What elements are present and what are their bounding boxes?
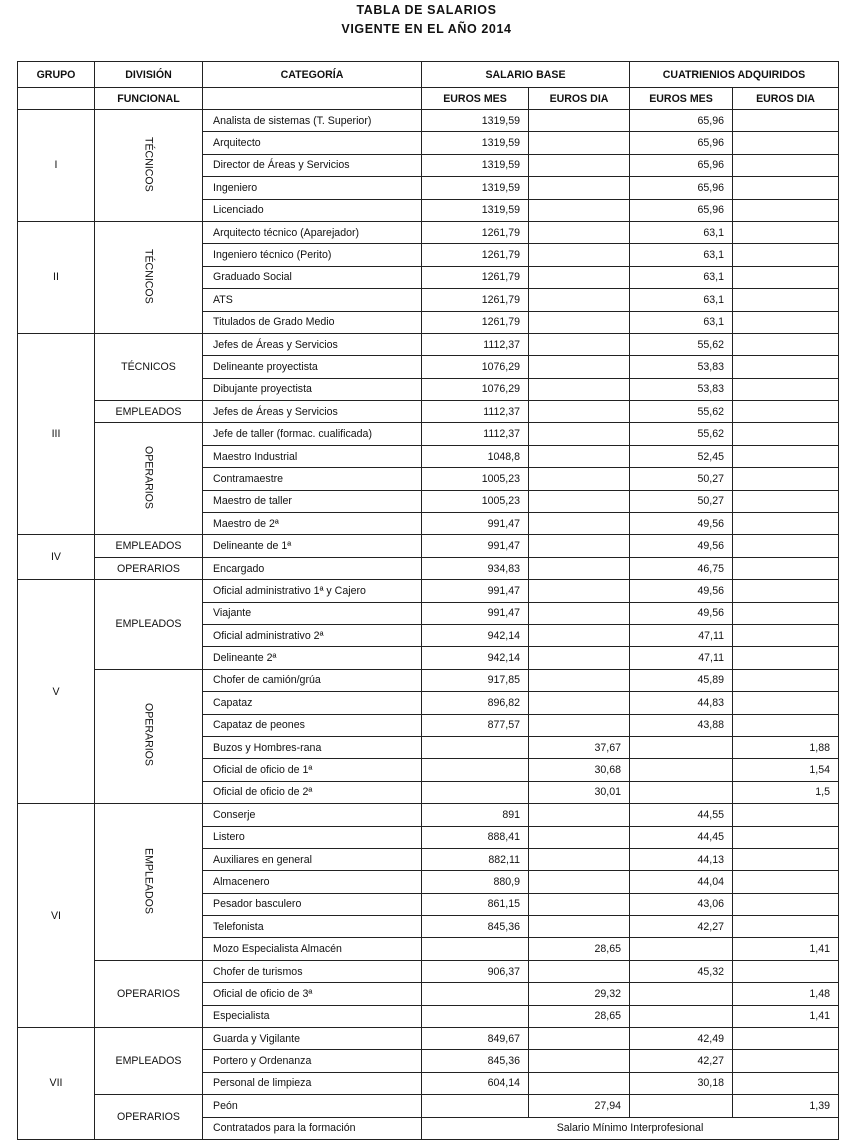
salario-base-dia-cell	[529, 893, 630, 915]
title-line-2: VIGENTE EN EL AÑO 2014	[341, 22, 512, 36]
cuatrienios-mes-cell: 63,1	[630, 221, 733, 243]
division-cell	[95, 804, 203, 961]
cuatrienios-mes-cell: 53,83	[630, 356, 733, 378]
cuatrienios-dia-cell	[733, 244, 839, 266]
salario-base-dia-cell	[529, 916, 630, 938]
header-cu-euros-dia: EUROS DIA	[733, 88, 839, 110]
table-row	[18, 580, 839, 602]
header-grupo: GRUPO	[18, 62, 95, 88]
category-cell: Oficial administrativo 1ª y Cajero	[203, 580, 422, 602]
category-cell: Capataz de peones	[203, 714, 422, 736]
salario-base-mes-cell: 880,9	[422, 871, 529, 893]
category-cell: Maestro de 2ª	[203, 513, 422, 535]
division-cell	[95, 1028, 203, 1095]
category-cell: Ingeniero técnico (Perito)	[203, 244, 422, 266]
division-cell	[95, 423, 203, 535]
salario-base-dia-cell	[529, 624, 630, 646]
division-label: EMPLEADOS	[115, 540, 182, 553]
salario-base-mes-cell: 1005,23	[422, 468, 529, 490]
table-row	[18, 535, 839, 557]
salario-base-mes-cell: 891	[422, 804, 529, 826]
salario-base-mes-cell	[422, 759, 529, 781]
cuatrienios-mes-cell: 30,18	[630, 1072, 733, 1094]
category-cell: Encargado	[203, 557, 422, 579]
division-label: OPERARIOS	[142, 445, 155, 509]
group-cell: VI	[18, 804, 95, 1028]
cuatrienios-dia-cell	[733, 266, 839, 288]
salario-base-dia-cell	[529, 1050, 630, 1072]
category-cell: Delineante proyectista	[203, 356, 422, 378]
salario-base-mes-cell: 1076,29	[422, 356, 529, 378]
salario-base-dia-cell	[529, 580, 630, 602]
salario-base-dia-cell	[529, 244, 630, 266]
cuatrienios-dia-cell	[733, 916, 839, 938]
cuatrienios-dia-cell	[733, 445, 839, 467]
header-cuatrienios: CUATRIENIOS ADQUIRIDOS	[630, 62, 839, 88]
salario-base-dia-cell: 29,32	[529, 983, 630, 1005]
category-cell: Guarda y Vigilante	[203, 1028, 422, 1050]
division-label: EMPLEADOS	[142, 847, 155, 914]
salary-table	[17, 61, 839, 1140]
division-cell	[95, 221, 203, 333]
cuatrienios-dia-cell	[733, 893, 839, 915]
salario-base-dia-cell	[529, 1072, 630, 1094]
cuatrienios-mes-cell	[630, 759, 733, 781]
cuatrienios-dia-cell	[733, 132, 839, 154]
cuatrienios-dia-cell: 1,41	[733, 938, 839, 960]
category-cell: Personal de limpieza	[203, 1072, 422, 1094]
salario-base-mes-cell: 1319,59	[422, 154, 529, 176]
division-cell	[95, 110, 203, 222]
cuatrienios-mes-cell	[630, 1005, 733, 1027]
header-grupo-blank	[18, 88, 95, 110]
division-label: OPERARIOS	[142, 703, 155, 767]
cuatrienios-mes-cell	[630, 736, 733, 758]
minimum-wage-note: Salario Mínimo Interprofesional	[422, 1117, 839, 1139]
group-cell: I	[18, 110, 95, 222]
category-cell: Delineante 2ª	[203, 647, 422, 669]
group-cell: VII	[18, 1028, 95, 1140]
cuatrienios-mes-cell: 53,83	[630, 378, 733, 400]
header-cu-euros-mes: EUROS MES	[630, 88, 733, 110]
salario-base-dia-cell	[529, 311, 630, 333]
category-cell: Arquitecto	[203, 132, 422, 154]
salario-base-mes-cell: 604,14	[422, 1072, 529, 1094]
cuatrienios-mes-cell: 63,1	[630, 311, 733, 333]
cuatrienios-dia-cell	[733, 177, 839, 199]
salario-base-mes-cell: 1319,59	[422, 199, 529, 221]
group-cell: IV	[18, 535, 95, 580]
table-row	[18, 110, 839, 132]
category-cell: Titulados de Grado Medio	[203, 311, 422, 333]
salario-base-dia-cell: 37,67	[529, 736, 630, 758]
salario-base-dia-cell	[529, 714, 630, 736]
cuatrienios-dia-cell	[733, 624, 839, 646]
table-row	[18, 333, 839, 355]
salario-base-mes-cell	[422, 983, 529, 1005]
salario-base-mes-cell: 888,41	[422, 826, 529, 848]
title-line-1: TABLA DE SALARIOS	[356, 3, 497, 17]
header-division: DIVISIÓN	[95, 62, 203, 88]
salario-base-dia-cell	[529, 132, 630, 154]
cuatrienios-mes-cell: 42,27	[630, 916, 733, 938]
salario-base-dia-cell	[529, 177, 630, 199]
header-categoria-blank	[203, 88, 422, 110]
cuatrienios-mes-cell: 43,88	[630, 714, 733, 736]
cuatrienios-mes-cell: 65,96	[630, 199, 733, 221]
table-row	[18, 423, 839, 445]
salario-base-dia-cell	[529, 356, 630, 378]
cuatrienios-mes-cell: 55,62	[630, 423, 733, 445]
category-cell: Almacenero	[203, 871, 422, 893]
division-cell	[95, 401, 203, 423]
salario-base-mes-cell: 917,85	[422, 669, 529, 691]
salario-base-mes-cell: 1005,23	[422, 490, 529, 512]
group-cell: III	[18, 333, 95, 535]
category-cell: Oficial de oficio de 1ª	[203, 759, 422, 781]
salario-base-mes-cell: 1261,79	[422, 244, 529, 266]
salario-base-dia-cell	[529, 468, 630, 490]
salario-base-mes-cell: 906,37	[422, 960, 529, 982]
salario-base-dia-cell	[529, 669, 630, 691]
category-cell: Oficial administrativo 2ª	[203, 624, 422, 646]
division-label: EMPLEADOS	[115, 405, 182, 418]
salario-base-mes-cell: 1261,79	[422, 221, 529, 243]
salario-base-mes-cell: 1112,37	[422, 401, 529, 423]
division-label: EMPLEADOS	[115, 618, 182, 631]
division-cell	[95, 960, 203, 1027]
category-cell: Pesador basculero	[203, 893, 422, 915]
salario-base-mes-cell: 942,14	[422, 624, 529, 646]
category-cell: Chofer de camión/grúa	[203, 669, 422, 691]
cuatrienios-mes-cell: 44,55	[630, 804, 733, 826]
salario-base-mes-cell: 849,67	[422, 1028, 529, 1050]
cuatrienios-dia-cell	[733, 871, 839, 893]
cuatrienios-mes-cell	[630, 781, 733, 803]
salario-base-mes-cell: 882,11	[422, 848, 529, 870]
salario-base-mes-cell: 877,57	[422, 714, 529, 736]
salario-base-mes-cell: 991,47	[422, 580, 529, 602]
cuatrienios-dia-cell	[733, 490, 839, 512]
cuatrienios-mes-cell	[630, 1095, 733, 1117]
salario-base-mes-cell: 845,36	[422, 916, 529, 938]
cuatrienios-dia-cell: 1,5	[733, 781, 839, 803]
header-sb-euros-dia: EUROS DIA	[529, 88, 630, 110]
category-cell: Maestro Industrial	[203, 445, 422, 467]
cuatrienios-mes-cell: 49,56	[630, 580, 733, 602]
table-row	[18, 1095, 839, 1117]
division-cell	[95, 333, 203, 400]
salario-base-mes-cell	[422, 736, 529, 758]
category-cell: Buzos y Hombres-rana	[203, 736, 422, 758]
salario-base-dia-cell	[529, 848, 630, 870]
category-cell: Contramaestre	[203, 468, 422, 490]
cuatrienios-mes-cell: 50,27	[630, 468, 733, 490]
cuatrienios-dia-cell	[733, 333, 839, 355]
cuatrienios-dia-cell	[733, 110, 839, 132]
salario-base-dia-cell	[529, 871, 630, 893]
category-cell: Graduado Social	[203, 266, 422, 288]
salario-base-mes-cell	[422, 938, 529, 960]
category-cell: Oficial de oficio de 2ª	[203, 781, 422, 803]
category-cell: Contratados para la formación	[203, 1117, 422, 1139]
header-sb-euros-mes: EUROS MES	[422, 88, 529, 110]
division-label: OPERARIOS	[117, 987, 180, 1000]
salario-base-dia-cell	[529, 647, 630, 669]
category-cell: Especialista	[203, 1005, 422, 1027]
cuatrienios-dia-cell	[733, 311, 839, 333]
cuatrienios-dia-cell	[733, 804, 839, 826]
cuatrienios-mes-cell: 63,1	[630, 244, 733, 266]
cuatrienios-mes-cell: 44,13	[630, 848, 733, 870]
cuatrienios-mes-cell: 49,56	[630, 535, 733, 557]
category-cell: Director de Áreas y Servicios	[203, 154, 422, 176]
cuatrienios-mes-cell: 45,32	[630, 960, 733, 982]
salario-base-dia-cell: 27,94	[529, 1095, 630, 1117]
division-label: TÉCNICOS	[142, 136, 155, 192]
cuatrienios-mes-cell: 65,96	[630, 110, 733, 132]
salario-base-dia-cell: 28,65	[529, 938, 630, 960]
cuatrienios-dia-cell	[733, 378, 839, 400]
table-row	[18, 960, 839, 982]
category-cell: Analista de sistemas (T. Superior)	[203, 110, 422, 132]
category-cell: Ingeniero	[203, 177, 422, 199]
header-funcional: FUNCIONAL	[95, 88, 203, 110]
salario-base-dia-cell	[529, 535, 630, 557]
category-cell: Auxiliares en general	[203, 848, 422, 870]
cuatrienios-dia-cell: 1,41	[733, 1005, 839, 1027]
division-cell	[95, 535, 203, 557]
cuatrienios-dia-cell	[733, 692, 839, 714]
cuatrienios-mes-cell: 63,1	[630, 266, 733, 288]
category-cell: Peón	[203, 1095, 422, 1117]
salario-base-mes-cell: 1319,59	[422, 177, 529, 199]
salario-base-mes-cell: 942,14	[422, 647, 529, 669]
header-salario-base: SALARIO BASE	[422, 62, 630, 88]
category-cell: Capataz	[203, 692, 422, 714]
cuatrienios-dia-cell	[733, 647, 839, 669]
salario-base-dia-cell	[529, 154, 630, 176]
category-cell: Jefe de taller (formac. cualificada)	[203, 423, 422, 445]
header-categoria: CATEGORÍA	[203, 62, 422, 88]
salario-base-mes-cell: 896,82	[422, 692, 529, 714]
division-label: TÉCNICOS	[142, 248, 155, 304]
cuatrienios-dia-cell	[733, 714, 839, 736]
salario-base-dia-cell: 28,65	[529, 1005, 630, 1027]
salario-base-dia-cell	[529, 602, 630, 624]
category-cell: Maestro de taller	[203, 490, 422, 512]
category-cell: Oficial de oficio de 3ª	[203, 983, 422, 1005]
salario-base-mes-cell: 1076,29	[422, 378, 529, 400]
salario-base-dia-cell	[529, 110, 630, 132]
cuatrienios-dia-cell	[733, 401, 839, 423]
salario-base-mes-cell: 934,83	[422, 557, 529, 579]
salario-base-mes-cell: 1319,59	[422, 110, 529, 132]
salario-base-dia-cell	[529, 692, 630, 714]
cuatrienios-dia-cell	[733, 602, 839, 624]
table-row	[18, 401, 839, 423]
cuatrienios-mes-cell: 49,56	[630, 513, 733, 535]
table-row	[18, 669, 839, 691]
cuatrienios-dia-cell	[733, 154, 839, 176]
cuatrienios-mes-cell: 47,11	[630, 647, 733, 669]
cuatrienios-mes-cell: 44,83	[630, 692, 733, 714]
cuatrienios-dia-cell	[733, 199, 839, 221]
division-label: TÉCNICOS	[121, 360, 176, 373]
salario-base-dia-cell	[529, 266, 630, 288]
salary-table-body	[18, 110, 839, 1140]
cuatrienios-mes-cell: 55,62	[630, 333, 733, 355]
salario-base-dia-cell	[529, 490, 630, 512]
salario-base-mes-cell: 1261,79	[422, 311, 529, 333]
cuatrienios-dia-cell	[733, 960, 839, 982]
cuatrienios-mes-cell: 63,1	[630, 289, 733, 311]
cuatrienios-mes-cell: 49,56	[630, 602, 733, 624]
salario-base-dia-cell	[529, 199, 630, 221]
cuatrienios-dia-cell	[733, 1050, 839, 1072]
category-cell: Chofer de turismos	[203, 960, 422, 982]
cuatrienios-dia-cell	[733, 557, 839, 579]
cuatrienios-mes-cell: 45,89	[630, 669, 733, 691]
cuatrienios-dia-cell	[733, 468, 839, 490]
salario-base-dia-cell	[529, 445, 630, 467]
cuatrienios-dia-cell	[733, 1028, 839, 1050]
division-cell	[95, 669, 203, 803]
cuatrienios-mes-cell	[630, 983, 733, 1005]
cuatrienios-dia-cell: 1,54	[733, 759, 839, 781]
salario-base-dia-cell	[529, 826, 630, 848]
cuatrienios-dia-cell: 1,39	[733, 1095, 839, 1117]
division-label: OPERARIOS	[117, 562, 180, 575]
cuatrienios-dia-cell: 1,88	[733, 736, 839, 758]
cuatrienios-mes-cell: 44,04	[630, 871, 733, 893]
salario-base-dia-cell	[529, 513, 630, 535]
group-cell: II	[18, 221, 95, 333]
cuatrienios-dia-cell	[733, 1072, 839, 1094]
salario-base-dia-cell	[529, 423, 630, 445]
salario-base-dia-cell	[529, 378, 630, 400]
salario-base-mes-cell: 1319,59	[422, 132, 529, 154]
division-cell	[95, 557, 203, 579]
salario-base-mes-cell: 1261,79	[422, 266, 529, 288]
salario-base-dia-cell	[529, 289, 630, 311]
cuatrienios-mes-cell: 65,96	[630, 154, 733, 176]
cuatrienios-mes-cell: 52,45	[630, 445, 733, 467]
cuatrienios-mes-cell: 46,75	[630, 557, 733, 579]
category-cell: Delineante de 1ª	[203, 535, 422, 557]
salario-base-dia-cell	[529, 557, 630, 579]
category-cell: Jefes de Áreas y Servicios	[203, 333, 422, 355]
category-cell: Conserje	[203, 804, 422, 826]
cuatrienios-mes-cell: 47,11	[630, 624, 733, 646]
salario-base-mes-cell: 991,47	[422, 513, 529, 535]
table-row	[18, 804, 839, 826]
category-cell: Listero	[203, 826, 422, 848]
category-cell: Dibujante proyectista	[203, 378, 422, 400]
salario-base-dia-cell: 30,68	[529, 759, 630, 781]
cuatrienios-dia-cell	[733, 221, 839, 243]
cuatrienios-mes-cell: 42,27	[630, 1050, 733, 1072]
category-cell: Arquitecto técnico (Aparejador)	[203, 221, 422, 243]
cuatrienios-mes-cell: 42,49	[630, 1028, 733, 1050]
cuatrienios-mes-cell: 43,06	[630, 893, 733, 915]
cuatrienios-dia-cell	[733, 423, 839, 445]
salario-base-mes-cell: 991,47	[422, 535, 529, 557]
table-row	[18, 1028, 839, 1050]
category-cell: Portero y Ordenanza	[203, 1050, 422, 1072]
category-cell: ATS	[203, 289, 422, 311]
category-cell: Viajante	[203, 602, 422, 624]
cuatrienios-mes-cell: 55,62	[630, 401, 733, 423]
salario-base-mes-cell	[422, 781, 529, 803]
division-cell	[95, 580, 203, 670]
salario-base-mes-cell: 1112,37	[422, 333, 529, 355]
table-row	[18, 221, 839, 243]
cuatrienios-mes-cell: 65,96	[630, 132, 733, 154]
salario-base-mes-cell: 861,15	[422, 893, 529, 915]
table-row	[18, 557, 839, 579]
cuatrienios-mes-cell: 65,96	[630, 177, 733, 199]
salario-base-dia-cell	[529, 333, 630, 355]
cuatrienios-dia-cell	[733, 826, 839, 848]
salario-base-mes-cell: 1112,37	[422, 423, 529, 445]
cuatrienios-dia-cell	[733, 513, 839, 535]
salario-base-mes-cell	[422, 1005, 529, 1027]
salario-base-dia-cell: 30,01	[529, 781, 630, 803]
group-cell: V	[18, 580, 95, 804]
salario-base-dia-cell	[529, 1028, 630, 1050]
division-label: OPERARIOS	[117, 1111, 180, 1124]
cuatrienios-dia-cell: 1,48	[733, 983, 839, 1005]
division-label: EMPLEADOS	[115, 1055, 182, 1068]
salario-base-mes-cell: 991,47	[422, 602, 529, 624]
cuatrienios-mes-cell: 50,27	[630, 490, 733, 512]
salario-base-mes-cell: 1048,8	[422, 445, 529, 467]
category-cell: Licenciado	[203, 199, 422, 221]
salario-base-mes-cell: 1261,79	[422, 289, 529, 311]
cuatrienios-dia-cell	[733, 356, 839, 378]
salario-base-mes-cell: 845,36	[422, 1050, 529, 1072]
category-cell: Telefonista	[203, 916, 422, 938]
cuatrienios-dia-cell	[733, 289, 839, 311]
salario-base-dia-cell	[529, 960, 630, 982]
cuatrienios-dia-cell	[733, 580, 839, 602]
category-cell: Mozo Especialista Almacén	[203, 938, 422, 960]
salario-base-dia-cell	[529, 804, 630, 826]
cuatrienios-dia-cell	[733, 535, 839, 557]
cuatrienios-mes-cell	[630, 938, 733, 960]
cuatrienios-mes-cell: 44,45	[630, 826, 733, 848]
cuatrienios-dia-cell	[733, 669, 839, 691]
salario-base-mes-cell	[422, 1095, 529, 1117]
salario-base-dia-cell	[529, 221, 630, 243]
salario-base-dia-cell	[529, 401, 630, 423]
category-cell: Jefes de Áreas y Servicios	[203, 401, 422, 423]
division-cell	[95, 1095, 203, 1140]
cuatrienios-dia-cell	[733, 848, 839, 870]
